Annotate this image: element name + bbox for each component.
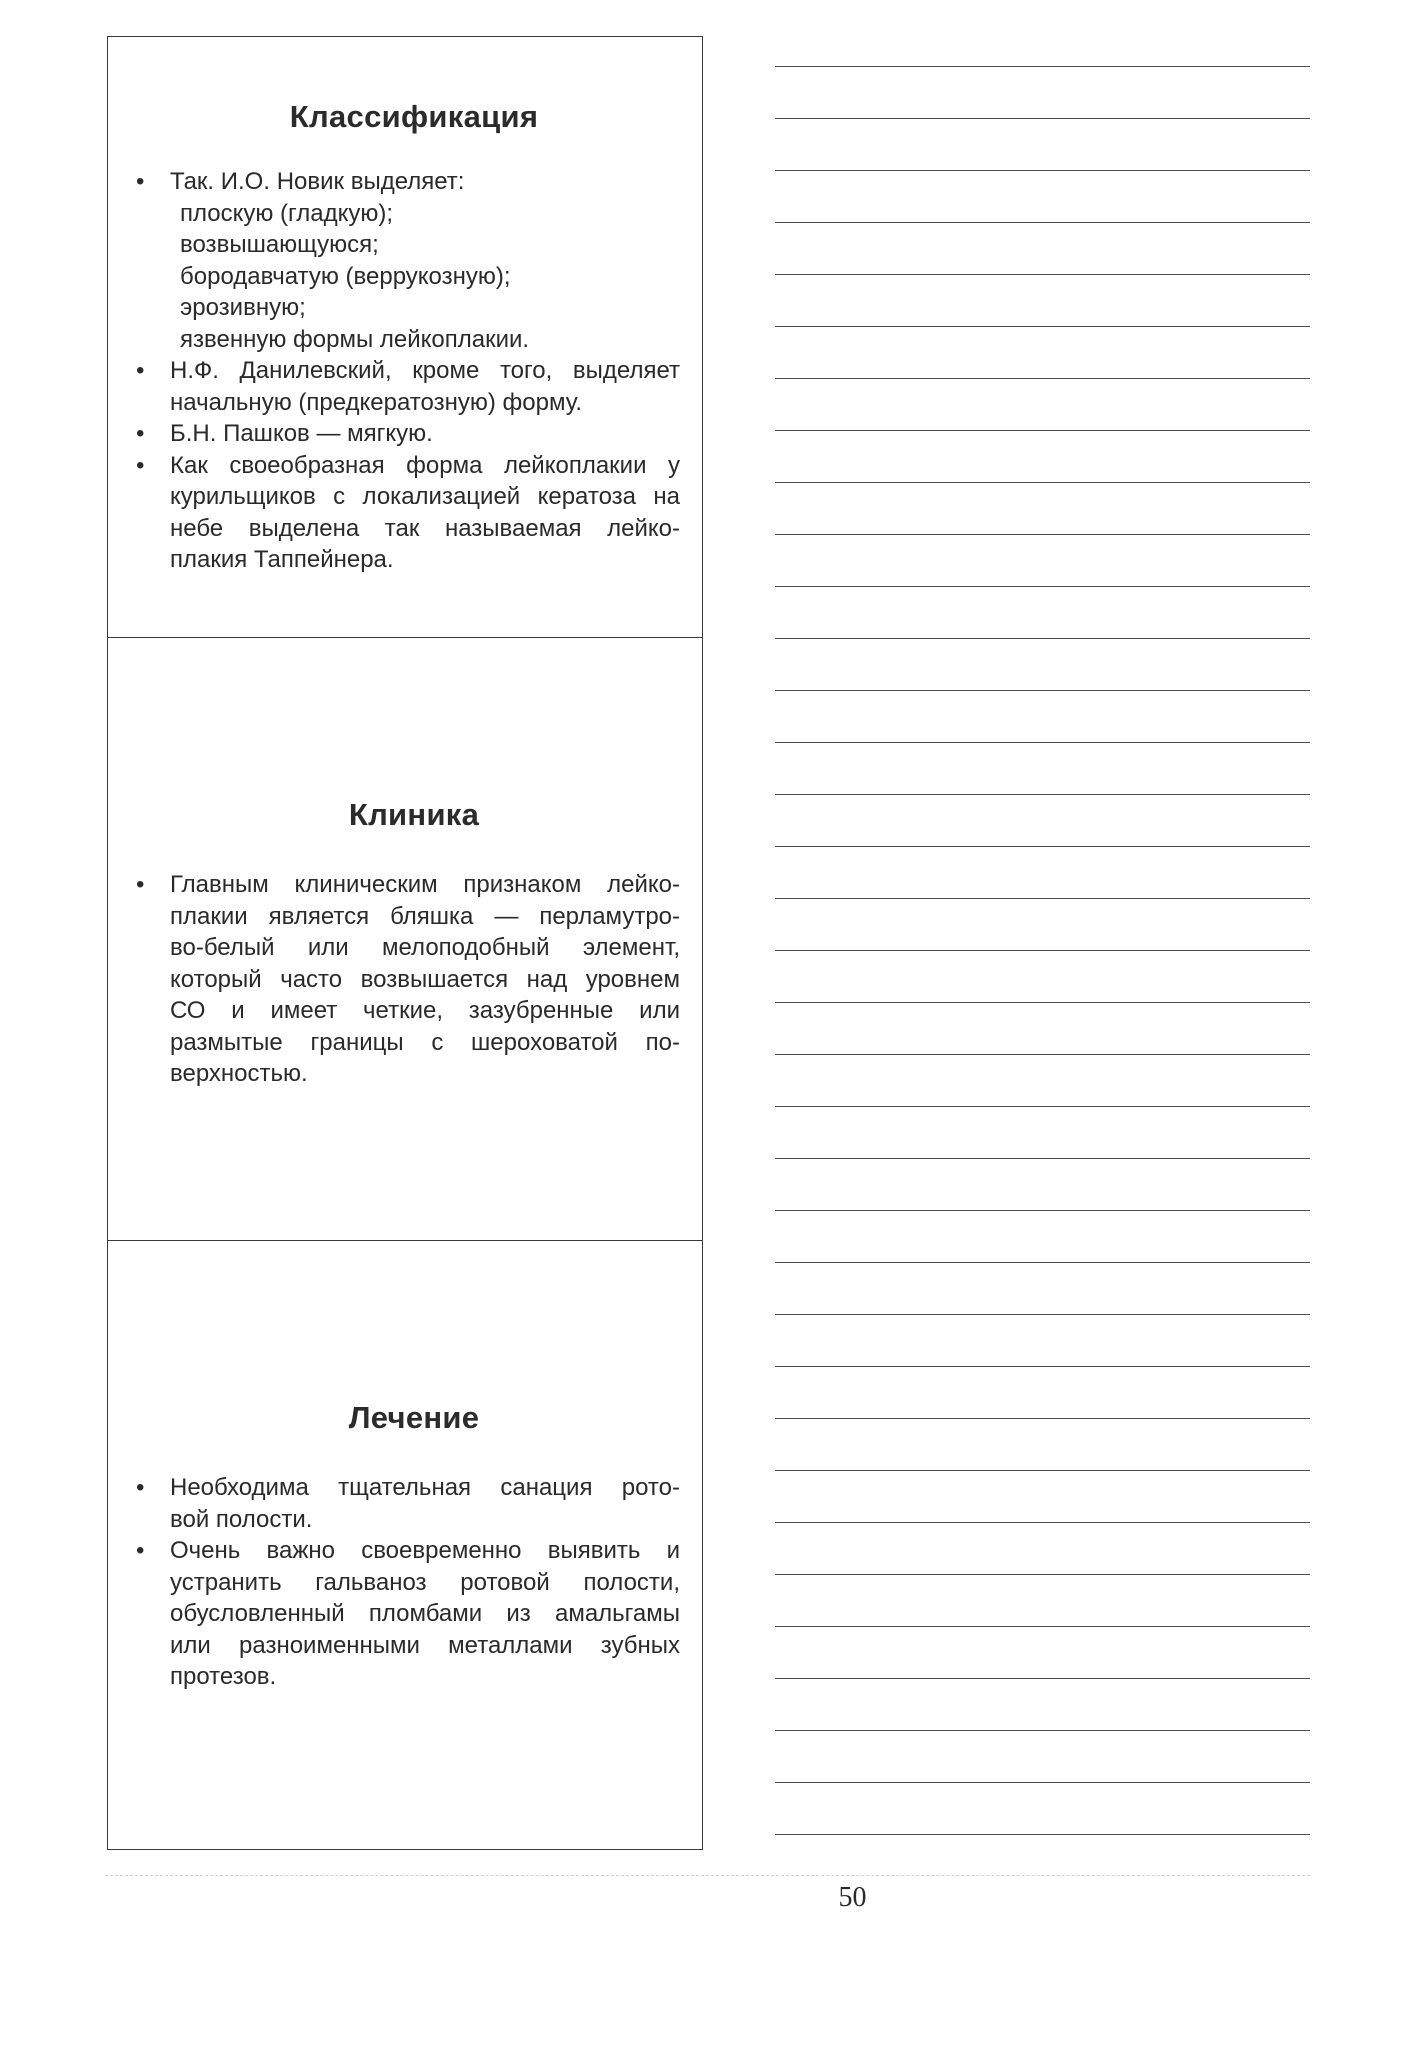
list-item: [148, 869, 680, 1090]
list-item: [148, 1472, 680, 1535]
text-line: вой полости.: [170, 1505, 313, 1533]
list-item: [148, 418, 680, 450]
note-line: [775, 118, 1310, 119]
clinic-card: [108, 637, 702, 1240]
note-line: [775, 66, 1310, 67]
note-line: [775, 846, 1310, 847]
note-line: [775, 1522, 1310, 1523]
note-line: [775, 430, 1310, 431]
forms-list: [170, 198, 680, 356]
text-line: • Необходима тщательная санация рото-: [170, 1474, 680, 1501]
form-item: эрозивную;: [180, 294, 306, 321]
note-line: [775, 222, 1310, 223]
note-line: [775, 638, 1310, 639]
treatment-title: Лечение: [348, 1400, 480, 1435]
note-line: [775, 586, 1310, 587]
classification-intro: Так. И.О. Новик выделяет:: [170, 168, 465, 195]
note-line: [775, 1678, 1310, 1679]
note-line: [775, 1782, 1310, 1783]
note-line: [775, 690, 1310, 691]
text-line: • Как своеобразная форма лейкоплакии у: [170, 451, 680, 479]
text-line: который часто возвышается над уровнем: [170, 965, 680, 993]
text-line: или разноименными металлами зубных: [170, 1631, 680, 1659]
notes-ruled-area: [775, 0, 1310, 1850]
form-item: плоскую (гладкую);: [180, 199, 394, 227]
text-line: обусловленный пломбами из амальгамы: [170, 1600, 680, 1627]
text-line: СО и имеет четкие, зазубренные или: [170, 997, 680, 1024]
note-line: [775, 950, 1310, 951]
note-line: [775, 1106, 1310, 1107]
note-line: [775, 326, 1310, 327]
form-item: бородавчатую (веррукозную);: [180, 262, 511, 290]
note-line: [775, 1210, 1310, 1211]
text-line: • Н.Ф. Данилевский, кроме того, выделяет: [170, 357, 680, 384]
form-item: язвенную формы лейкоплакии.: [180, 325, 530, 353]
note-line: [775, 482, 1310, 483]
text-line: начальную (предкератозную) форму.: [170, 388, 582, 416]
note-line: [775, 274, 1310, 275]
footer-divider: [105, 1875, 1310, 1876]
text-line: небе выделена так называемая лейко-: [170, 514, 680, 542]
note-line: [775, 1366, 1310, 1367]
note-line: [775, 1418, 1310, 1419]
note-line: [775, 1158, 1310, 1159]
note-line: [775, 898, 1310, 899]
note-line: [775, 1262, 1310, 1263]
treatment-card: [108, 1240, 702, 1851]
text-line: • Очень важно своевременно выявить и: [170, 1537, 680, 1564]
text-line: плакия Таппейнера.: [170, 546, 394, 573]
list-item: [148, 450, 680, 576]
note-line: [775, 742, 1310, 743]
text-line: верхностью.: [170, 1060, 308, 1087]
text-line: протезов.: [170, 1663, 277, 1690]
note-line: [775, 1054, 1310, 1055]
text-line: размытые границы с шероховатой по-: [170, 1028, 680, 1056]
note-line: [775, 1730, 1310, 1731]
note-line: [775, 170, 1310, 171]
note-line: [775, 1002, 1310, 1003]
list-item: [148, 1535, 680, 1693]
clinic-title: Клиника: [348, 797, 480, 832]
classification-card: [108, 37, 702, 637]
treatment-list: [148, 1472, 680, 1693]
note-line: [775, 1574, 1310, 1575]
page-number: 50: [838, 1882, 867, 1913]
list-item: [148, 355, 680, 418]
text-line: устранить гальваноз ротовой полости,: [170, 1568, 680, 1596]
classification-title: Классификация: [289, 99, 539, 134]
note-line: [775, 1834, 1310, 1835]
list-item: [148, 166, 680, 355]
note-line: [775, 794, 1310, 795]
note-line: [775, 1314, 1310, 1315]
note-line: [775, 534, 1310, 535]
note-line: [775, 1470, 1310, 1471]
form-item: возвышающуюся;: [180, 231, 379, 258]
text-line: • Б.Н. Пашков — мягкую.: [170, 420, 433, 447]
cards-column: [107, 36, 703, 1850]
text-line: плакии является бляшка — перламутро-: [170, 902, 680, 930]
clinic-list: [148, 869, 680, 1090]
text-line: курильщиков с локализацией кератоза на: [170, 483, 680, 510]
text-line: • Главным клиническим признаком лейко-: [170, 871, 680, 898]
note-line: [775, 378, 1310, 379]
text-line: во-белый или мелоподобный элемент,: [170, 934, 680, 961]
classification-list: [148, 166, 680, 576]
note-line: [775, 1626, 1310, 1627]
